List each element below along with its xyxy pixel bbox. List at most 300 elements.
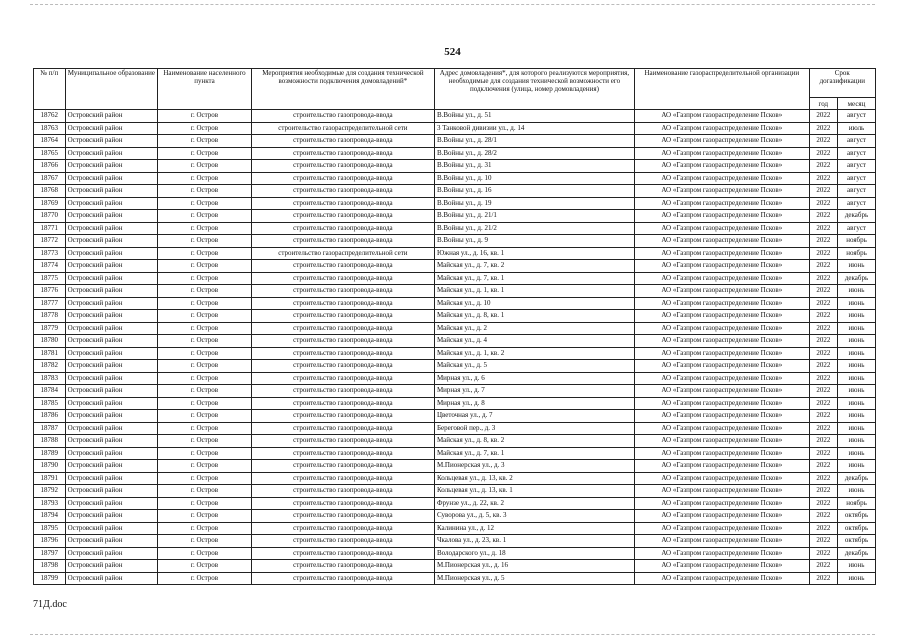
cell-month: июнь	[838, 560, 876, 573]
cell-action: строительство газопровода-ввода	[251, 347, 434, 360]
cell-organization: АО «Газпром газораспределение Псков»	[634, 435, 809, 448]
cell-month: июнь	[838, 322, 876, 335]
cell-number: 18763	[34, 122, 66, 135]
cell-month: август	[838, 222, 876, 235]
table-row	[34, 535, 876, 548]
cell-municipality: Островский район	[65, 547, 158, 560]
cell-month: июнь	[838, 572, 876, 585]
cell-year: 2022	[809, 197, 837, 210]
cell-municipality: Островский район	[65, 110, 158, 123]
cell-number: 18771	[34, 222, 66, 235]
scan-edge-bottom	[30, 634, 875, 635]
cell-organization: АО «Газпром газораспределение Псков»	[634, 560, 809, 573]
cell-address: М.Пионерская ул., д. 5	[434, 572, 634, 585]
cell-settlement: г. Остров	[158, 322, 252, 335]
cell-action: строительство газопровода-ввода	[251, 110, 434, 123]
cell-action: строительство газопровода-ввода	[251, 435, 434, 448]
cell-municipality: Островский район	[65, 522, 158, 535]
cell-municipality: Островский район	[65, 172, 158, 185]
cell-number: 18787	[34, 422, 66, 435]
table-row	[34, 347, 876, 360]
cell-number: 18786	[34, 410, 66, 423]
cell-year: 2022	[809, 560, 837, 573]
cell-number: 18793	[34, 497, 66, 510]
cell-settlement: г. Остров	[158, 197, 252, 210]
cell-address: В.Войны ул., д. 19	[434, 197, 634, 210]
cell-month: июнь	[838, 360, 876, 373]
cell-action: строительство газопровода-ввода	[251, 410, 434, 423]
cell-address: Мирная ул., д. 7	[434, 385, 634, 398]
cell-number: 18769	[34, 197, 66, 210]
cell-organization: АО «Газпром газораспределение Псков»	[634, 322, 809, 335]
cell-month: декабрь	[838, 210, 876, 223]
cell-municipality: Островский район	[65, 247, 158, 260]
table-row	[34, 322, 876, 335]
table-row	[34, 147, 876, 160]
table-row	[34, 460, 876, 473]
cell-organization: АО «Газпром газораспределение Псков»	[634, 210, 809, 223]
header-organization: Наименование газораспределительной организации	[634, 69, 809, 110]
cell-year: 2022	[809, 210, 837, 223]
cell-organization: АО «Газпром газораспределение Псков»	[634, 410, 809, 423]
page-number: 524	[444, 46, 461, 58]
cell-organization: АО «Газпром газораспределение Псков»	[634, 310, 809, 323]
cell-organization: АО «Газпром газораспределение Псков»	[634, 447, 809, 460]
cell-address: Майская ул., д. 4	[434, 335, 634, 348]
cell-month: июнь	[838, 485, 876, 498]
cell-number: 18799	[34, 572, 66, 585]
cell-action: строительство газопровода-ввода	[251, 310, 434, 323]
table-row	[34, 522, 876, 535]
cell-action: строительство газопровода-ввода	[251, 447, 434, 460]
cell-number: 18770	[34, 210, 66, 223]
cell-address: Чкалова ул., д. 23, кв. 1	[434, 535, 634, 548]
cell-address: Мирная ул., д. 6	[434, 372, 634, 385]
cell-month: август	[838, 172, 876, 185]
cell-year: 2022	[809, 410, 837, 423]
table-row	[34, 222, 876, 235]
table-row	[34, 360, 876, 373]
cell-organization: АО «Газпром газораспределение Псков»	[634, 235, 809, 248]
cell-year: 2022	[809, 247, 837, 260]
cell-address: Фрунзе ул., д. 22, кв. 2	[434, 497, 634, 510]
cell-month: август	[838, 185, 876, 198]
table-row	[34, 285, 876, 298]
cell-settlement: г. Остров	[158, 397, 252, 410]
table-body	[34, 110, 876, 585]
cell-month: июнь	[838, 435, 876, 448]
cell-month: июнь	[838, 310, 876, 323]
cell-settlement: г. Остров	[158, 510, 252, 523]
cell-municipality: Островский район	[65, 472, 158, 485]
cell-year: 2022	[809, 310, 837, 323]
cell-municipality: Островский район	[65, 460, 158, 473]
scan-edge-top	[30, 4, 875, 5]
cell-organization: АО «Газпром газораспределение Псков»	[634, 147, 809, 160]
cell-month: июнь	[838, 297, 876, 310]
cell-settlement: г. Остров	[158, 260, 252, 273]
cell-settlement: г. Остров	[158, 572, 252, 585]
cell-address: Суворова ул., д. 5, кв. 3	[434, 510, 634, 523]
cell-address: Майская ул., д. 7, кв. 1	[434, 272, 634, 285]
table-row	[34, 572, 876, 585]
cell-address: Майская ул., д. 7, кв. 2	[434, 260, 634, 273]
cell-month: август	[838, 110, 876, 123]
cell-year: 2022	[809, 485, 837, 498]
cell-municipality: Островский район	[65, 447, 158, 460]
table-row	[34, 547, 876, 560]
cell-settlement: г. Остров	[158, 547, 252, 560]
cell-number: 18776	[34, 285, 66, 298]
cell-settlement: г. Остров	[158, 410, 252, 423]
cell-organization: АО «Газпром газораспределение Псков»	[634, 497, 809, 510]
cell-year: 2022	[809, 435, 837, 448]
cell-organization: АО «Газпром газораспределение Псков»	[634, 247, 809, 260]
cell-organization: АО «Газпром газораспределение Псков»	[634, 172, 809, 185]
cell-month: август	[838, 135, 876, 148]
cell-year: 2022	[809, 497, 837, 510]
cell-municipality: Островский район	[65, 497, 158, 510]
cell-municipality: Островский район	[65, 122, 158, 135]
table-row	[34, 435, 876, 448]
cell-municipality: Островский район	[65, 272, 158, 285]
cell-number: 18790	[34, 460, 66, 473]
header-year: год	[809, 98, 837, 110]
cell-year: 2022	[809, 222, 837, 235]
cell-municipality: Островский район	[65, 285, 158, 298]
cell-organization: АО «Газпром газораспределение Псков»	[634, 472, 809, 485]
cell-action: строительство газопровода-ввода	[251, 497, 434, 510]
cell-organization: АО «Газпром газораспределение Псков»	[634, 535, 809, 548]
cell-month: октябрь	[838, 510, 876, 523]
cell-settlement: г. Остров	[158, 435, 252, 448]
cell-number: 18773	[34, 247, 66, 260]
cell-number: 18778	[34, 310, 66, 323]
cell-action: строительство газопровода-ввода	[251, 147, 434, 160]
table-row	[34, 247, 876, 260]
cell-year: 2022	[809, 172, 837, 185]
cell-number: 18774	[34, 260, 66, 273]
cell-year: 2022	[809, 160, 837, 173]
cell-organization: АО «Газпром газораспределение Псков»	[634, 110, 809, 123]
cell-municipality: Островский район	[65, 310, 158, 323]
cell-number: 18781	[34, 347, 66, 360]
header-number: № п/п	[34, 69, 66, 110]
header-municipality: Муниципальное образование	[65, 69, 158, 110]
cell-municipality: Островский район	[65, 535, 158, 548]
cell-settlement: г. Остров	[158, 210, 252, 223]
cell-address: Кольцевая ул., д. 13, кв. 2	[434, 472, 634, 485]
cell-year: 2022	[809, 372, 837, 385]
table-row	[34, 122, 876, 135]
cell-action: строительство газопровода-ввода	[251, 422, 434, 435]
cell-settlement: г. Остров	[158, 485, 252, 498]
cell-address: Майская ул., д. 7, кв. 1	[434, 447, 634, 460]
cell-municipality: Островский район	[65, 222, 158, 235]
cell-municipality: Островский район	[65, 485, 158, 498]
cell-year: 2022	[809, 235, 837, 248]
cell-year: 2022	[809, 110, 837, 123]
cell-address: Майская ул., д. 10	[434, 297, 634, 310]
cell-action: строительство газораспределительной сети	[251, 122, 434, 135]
cell-month: ноябрь	[838, 247, 876, 260]
cell-organization: АО «Газпром газораспределение Псков»	[634, 135, 809, 148]
cell-year: 2022	[809, 272, 837, 285]
header-address: Адрес домовладения*, для которого реализуются мероприятия, необходимые для создания технической возможности его подключения (улица, номер домовладения)	[434, 69, 634, 110]
cell-settlement: г. Остров	[158, 372, 252, 385]
cell-month: декабрь	[838, 272, 876, 285]
cell-address: Майская ул., д. 8, кв. 2	[434, 435, 634, 448]
cell-number: 18796	[34, 535, 66, 548]
cell-address: Кольцевая ул., д. 13, кв. 1	[434, 485, 634, 498]
cell-municipality: Островский район	[65, 197, 158, 210]
cell-organization: АО «Газпром газораспределение Псков»	[634, 360, 809, 373]
cell-organization: АО «Газпром газораспределение Псков»	[634, 547, 809, 560]
cell-address: Береговой пер., д. 3	[434, 422, 634, 435]
cell-month: ноябрь	[838, 497, 876, 510]
cell-settlement: г. Остров	[158, 497, 252, 510]
cell-organization: АО «Газпром газораспределение Псков»	[634, 272, 809, 285]
cell-address: Южная ул., д. 16, кв. 1	[434, 247, 634, 260]
table-row	[34, 510, 876, 523]
cell-action: строительство газопровода-ввода	[251, 210, 434, 223]
gasification-table	[33, 68, 876, 585]
cell-municipality: Островский район	[65, 147, 158, 160]
cell-number: 18784	[34, 385, 66, 398]
cell-settlement: г. Остров	[158, 385, 252, 398]
table-row	[34, 385, 876, 398]
cell-month: июль	[838, 122, 876, 135]
cell-settlement: г. Остров	[158, 297, 252, 310]
cell-settlement: г. Остров	[158, 335, 252, 348]
cell-action: строительство газопровода-ввода	[251, 485, 434, 498]
cell-month: август	[838, 197, 876, 210]
cell-municipality: Островский район	[65, 510, 158, 523]
cell-address: Майская ул., д. 1, кв. 2	[434, 347, 634, 360]
cell-number: 18785	[34, 397, 66, 410]
cell-action: строительство газопровода-ввода	[251, 322, 434, 335]
cell-number: 18766	[34, 160, 66, 173]
cell-municipality: Островский район	[65, 160, 158, 173]
cell-settlement: г. Остров	[158, 272, 252, 285]
cell-action: строительство газопровода-ввода	[251, 285, 434, 298]
cell-settlement: г. Остров	[158, 535, 252, 548]
cell-action: строительство газопровода-ввода	[251, 172, 434, 185]
cell-address: 3 Танковой дивизии ул., д. 14	[434, 122, 634, 135]
cell-month: август	[838, 147, 876, 160]
cell-settlement: г. Остров	[158, 310, 252, 323]
cell-action: строительство газопровода-ввода	[251, 235, 434, 248]
cell-action: строительство газопровода-ввода	[251, 510, 434, 523]
cell-year: 2022	[809, 322, 837, 335]
cell-settlement: г. Остров	[158, 247, 252, 260]
cell-year: 2022	[809, 122, 837, 135]
table-row	[34, 410, 876, 423]
cell-organization: АО «Газпром газораспределение Псков»	[634, 122, 809, 135]
cell-municipality: Островский район	[65, 372, 158, 385]
cell-municipality: Островский район	[65, 560, 158, 573]
header-term: Срок догазификации	[809, 69, 875, 98]
cell-action: строительство газопровода-ввода	[251, 560, 434, 573]
cell-year: 2022	[809, 147, 837, 160]
cell-address: В.Войны ул., д. 28/2	[434, 147, 634, 160]
cell-address: Цветочная ул., д. 7	[434, 410, 634, 423]
cell-month: июнь	[838, 260, 876, 273]
cell-address: Мирная ул., д. 8	[434, 397, 634, 410]
cell-action: строительство газопровода-ввода	[251, 135, 434, 148]
cell-address: Калинина ул., д. 12	[434, 522, 634, 535]
cell-organization: АО «Газпром газораспределение Псков»	[634, 347, 809, 360]
cell-year: 2022	[809, 547, 837, 560]
cell-settlement: г. Остров	[158, 285, 252, 298]
cell-number: 18791	[34, 472, 66, 485]
cell-year: 2022	[809, 460, 837, 473]
cell-month: декабрь	[838, 547, 876, 560]
cell-settlement: г. Остров	[158, 110, 252, 123]
cell-year: 2022	[809, 522, 837, 535]
cell-address: Майская ул., д. 5	[434, 360, 634, 373]
cell-settlement: г. Остров	[158, 185, 252, 198]
cell-address: В.Войны ул., д. 10	[434, 172, 634, 185]
cell-action: строительство газопровода-ввода	[251, 197, 434, 210]
cell-month: ноябрь	[838, 235, 876, 248]
cell-number: 18772	[34, 235, 66, 248]
cell-municipality: Островский район	[65, 210, 158, 223]
table-row	[34, 447, 876, 460]
cell-number: 18797	[34, 547, 66, 560]
cell-organization: АО «Газпром газораспределение Псков»	[634, 522, 809, 535]
cell-year: 2022	[809, 285, 837, 298]
table-row	[34, 135, 876, 148]
table-row	[34, 335, 876, 348]
cell-month: июнь	[838, 447, 876, 460]
cell-action: строительство газопровода-ввода	[251, 260, 434, 273]
cell-action: строительство газопровода-ввода	[251, 397, 434, 410]
cell-municipality: Островский район	[65, 410, 158, 423]
cell-number: 18762	[34, 110, 66, 123]
cell-year: 2022	[809, 422, 837, 435]
cell-month: июнь	[838, 460, 876, 473]
cell-municipality: Островский район	[65, 360, 158, 373]
cell-settlement: г. Остров	[158, 447, 252, 460]
cell-number: 18764	[34, 135, 66, 148]
cell-year: 2022	[809, 347, 837, 360]
cell-action: строительство газопровода-ввода	[251, 535, 434, 548]
cell-organization: АО «Газпром газораспределение Псков»	[634, 460, 809, 473]
cell-address: В.Войны ул., д. 21/1	[434, 210, 634, 223]
cell-organization: АО «Газпром газораспределение Псков»	[634, 335, 809, 348]
cell-action: строительство газопровода-ввода	[251, 360, 434, 373]
cell-municipality: Островский район	[65, 435, 158, 448]
cell-number: 18779	[34, 322, 66, 335]
cell-action: строительство газопровода-ввода	[251, 272, 434, 285]
cell-address: В.Войны ул., д. 31	[434, 160, 634, 173]
cell-settlement: г. Остров	[158, 522, 252, 535]
table-row	[34, 172, 876, 185]
cell-settlement: г. Остров	[158, 172, 252, 185]
table-row	[34, 110, 876, 123]
cell-number: 18788	[34, 435, 66, 448]
table-row	[34, 297, 876, 310]
table-row	[34, 372, 876, 385]
cell-settlement: г. Остров	[158, 460, 252, 473]
cell-month: июнь	[838, 385, 876, 398]
cell-settlement: г. Остров	[158, 422, 252, 435]
cell-municipality: Островский район	[65, 422, 158, 435]
cell-action: строительство газопровода-ввода	[251, 522, 434, 535]
cell-year: 2022	[809, 572, 837, 585]
cell-number: 18783	[34, 372, 66, 385]
cell-action: строительство газопровода-ввода	[251, 547, 434, 560]
cell-month: декабрь	[838, 472, 876, 485]
cell-year: 2022	[809, 397, 837, 410]
cell-month: июнь	[838, 422, 876, 435]
cell-month: июнь	[838, 285, 876, 298]
cell-action: строительство газопровода-ввода	[251, 572, 434, 585]
cell-settlement: г. Остров	[158, 235, 252, 248]
cell-year: 2022	[809, 297, 837, 310]
table-row	[34, 210, 876, 223]
cell-address: М.Пионерская ул., д. 16	[434, 560, 634, 573]
cell-action: строительство газораспределительной сети	[251, 247, 434, 260]
cell-settlement: г. Остров	[158, 347, 252, 360]
table-row	[34, 185, 876, 198]
cell-address: Володарского ул., д. 18	[434, 547, 634, 560]
cell-address: М.Пионерская ул., д. 3	[434, 460, 634, 473]
cell-number: 18775	[34, 272, 66, 285]
cell-number: 18794	[34, 510, 66, 523]
cell-organization: АО «Газпром газораспределение Псков»	[634, 385, 809, 398]
cell-organization: АО «Газпром газораспределение Псков»	[634, 422, 809, 435]
cell-number: 18767	[34, 172, 66, 185]
table-row	[34, 485, 876, 498]
cell-month: август	[838, 160, 876, 173]
table-row	[34, 310, 876, 323]
cell-organization: АО «Газпром газораспределение Псков»	[634, 222, 809, 235]
cell-address: В.Войны ул., д. 9	[434, 235, 634, 248]
cell-organization: АО «Газпром газораспределение Псков»	[634, 397, 809, 410]
cell-organization: АО «Газпром газораспределение Псков»	[634, 297, 809, 310]
cell-number: 18789	[34, 447, 66, 460]
cell-month: июнь	[838, 410, 876, 423]
cell-address: Майская ул., д. 8, кв. 1	[434, 310, 634, 323]
cell-organization: АО «Газпром газораспределение Псков»	[634, 160, 809, 173]
cell-municipality: Островский район	[65, 185, 158, 198]
cell-number: 18765	[34, 147, 66, 160]
header-action: Мероприятия необходимые для создания технической возможности подключения домовладений*	[251, 69, 434, 110]
cell-year: 2022	[809, 135, 837, 148]
header-settlement: Наименование населенного пункта	[158, 69, 252, 110]
cell-number: 18782	[34, 360, 66, 373]
cell-action: строительство газопровода-ввода	[251, 185, 434, 198]
cell-address: В.Войны ул., д. 28/1	[434, 135, 634, 148]
cell-action: строительство газопровода-ввода	[251, 297, 434, 310]
cell-address: Майская ул., д. 1, кв. 1	[434, 285, 634, 298]
cell-action: строительство газопровода-ввода	[251, 385, 434, 398]
cell-action: строительство газопровода-ввода	[251, 222, 434, 235]
table-row	[34, 397, 876, 410]
cell-number: 18777	[34, 297, 66, 310]
cell-year: 2022	[809, 385, 837, 398]
cell-municipality: Островский район	[65, 572, 158, 585]
cell-organization: АО «Газпром газораспределение Псков»	[634, 510, 809, 523]
cell-number: 18798	[34, 560, 66, 573]
cell-settlement: г. Остров	[158, 360, 252, 373]
cell-number: 18795	[34, 522, 66, 535]
cell-month: октябрь	[838, 522, 876, 535]
cell-organization: АО «Газпром газораспределение Псков»	[634, 572, 809, 585]
cell-action: строительство газопровода-ввода	[251, 460, 434, 473]
